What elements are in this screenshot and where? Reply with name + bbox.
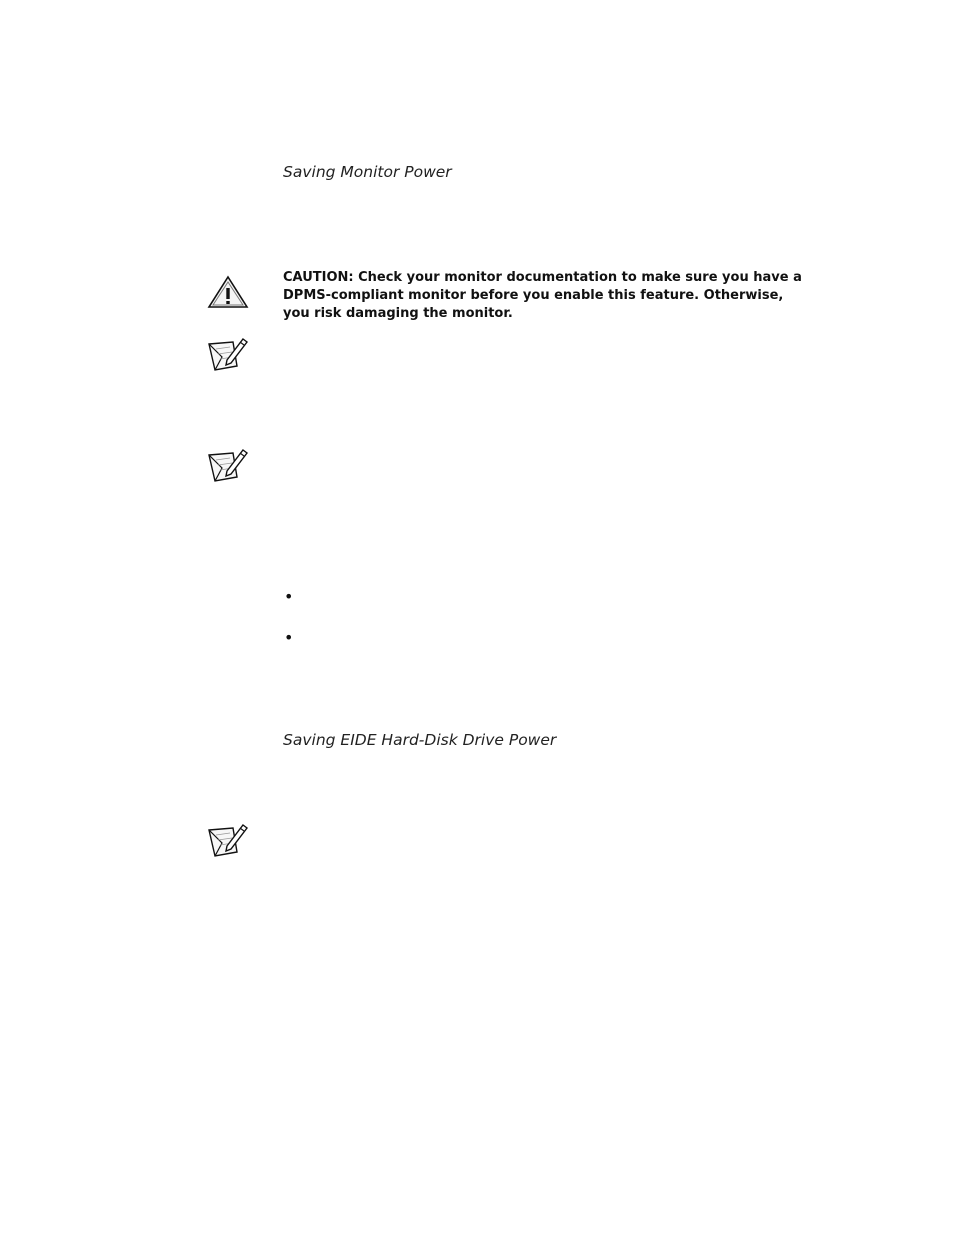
section-heading-eide-power: Saving EIDE Hard-Disk Drive Power	[283, 731, 557, 749]
caution-triangle-icon	[206, 274, 250, 310]
list-bullet: •	[284, 587, 294, 606]
list-bullet: •	[284, 628, 294, 647]
section-heading-monitor-power: Saving Monitor Power	[283, 163, 452, 181]
note-pencil-icon	[206, 337, 250, 373]
note-pencil-icon	[206, 448, 250, 484]
note-pencil-icon	[206, 823, 250, 859]
caution-text: CAUTION: Check your monitor documentation to make sure you have a DPMS-compliant monitor before you enable this feature. Otherwise, you risk damaging the monitor.	[283, 270, 802, 321]
